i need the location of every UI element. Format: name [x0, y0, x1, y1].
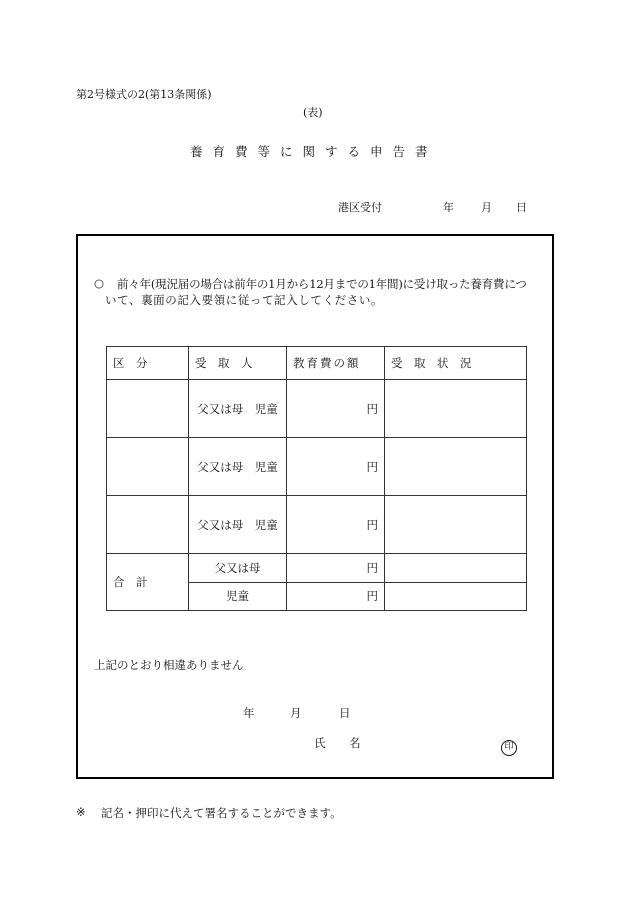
total-parent-amount[interactable]: 円 [366, 560, 378, 575]
header-recipient [189, 355, 286, 371]
table-row [107, 380, 527, 438]
declaration-month-label: 月 [290, 706, 302, 720]
form-number: 第2号様式の2(第13条関係) [76, 88, 212, 101]
declaration-day-label: 日 [339, 706, 351, 720]
category-cell[interactable] [107, 496, 189, 554]
total-child-label: 児童 [226, 589, 249, 604]
footnote-mark: ※ [76, 805, 86, 819]
declaration-year-label: 年 [243, 706, 255, 720]
notice-line-2: いて、裏面の記入要領に従って記入してください。 [105, 293, 384, 307]
recipient-options[interactable]: 父又は母 児童 [197, 401, 278, 416]
receipt-day-label: 日 [516, 201, 527, 214]
header-recipient-text: 受 取 人 [195, 356, 253, 370]
total-parent-label: 父又は母 [214, 560, 261, 575]
recipient-options[interactable]: 父又は母 児童 [197, 459, 278, 474]
table-row [107, 496, 527, 554]
name-label: 氏 名 [314, 736, 367, 750]
notice-line-1: 前々年(現況届の場合は前年の1月から12月までの1年間)に受け取った養育費につ [117, 277, 527, 291]
seal-mark [501, 734, 517, 756]
header-amount-text: 教育費の額 [293, 356, 361, 370]
category-cell[interactable] [107, 438, 189, 496]
amount-field[interactable]: 円 [366, 401, 378, 416]
page-title: 養育費等に関する申告書 [190, 144, 438, 159]
recipient-options[interactable]: 父又は母 児童 [197, 517, 278, 532]
footnote-text: 記名・押印に代えて署名することができます。 [101, 806, 342, 820]
table-row [107, 438, 527, 496]
total-label [107, 554, 188, 610]
amount-field[interactable]: 円 [366, 459, 378, 474]
header-status [385, 355, 526, 371]
table-header-row [107, 347, 527, 380]
total-child-amount[interactable]: 円 [366, 589, 378, 604]
header-category [107, 355, 188, 371]
amount-field[interactable]: 円 [366, 517, 378, 532]
receipt-month-label: 月 [481, 201, 492, 214]
seal-icon: 印 [501, 740, 517, 756]
receipt-year-label: 年 [443, 201, 454, 214]
notice-bullet: ○ [94, 276, 105, 290]
receipt-office-label: 港区受付 [338, 201, 382, 214]
declaration-text: 上記のとおり相違ありません [94, 658, 244, 672]
childcare-expense-table [106, 346, 527, 611]
category-cell[interactable] [107, 380, 189, 438]
side-label: (表) [303, 106, 323, 119]
header-category-text: 区 分 [113, 356, 148, 370]
header-status-text: 受 取 状 況 [391, 356, 472, 370]
header-amount [287, 355, 384, 371]
total-row-parent [107, 554, 527, 583]
total-label-text: 合 計 [113, 575, 148, 589]
